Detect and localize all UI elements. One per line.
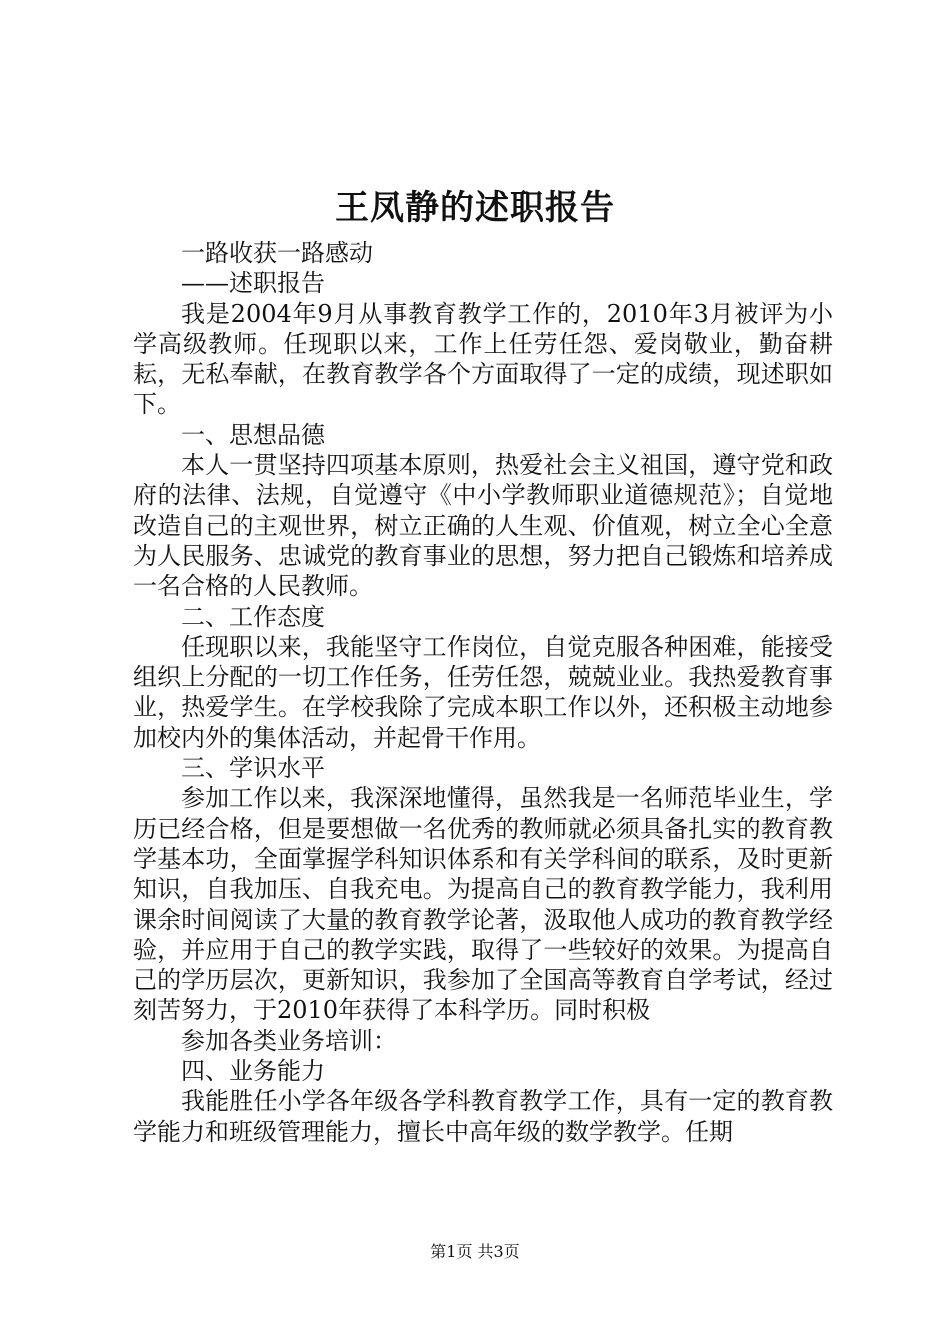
section-paragraph-3: 参加工作以来，我深深地懂得，虽然我是一名师范毕业生，学历已经合格，但是要想做一名优秀的教师就必须具备扎实的教育教学基本功，全面掌握学科知识体系和有关学科间的联系，及时更新知识，自我加压、自我充电。为提高自己的教育教学能力，我利用课余时间阅读了大量的教育教学论著，汲取他人成功的教育教学经验，并应用于自己的教学实践，取得了一些较好的效果。为提高自己的学历层次，更新知识，我参加了全国高等教育自学考试，经过刻苦努力，于2010年获得了本科学历。同时积极 [133,784,833,1025]
document-body [133,238,833,1147]
subtitle-dash: ——述职报告 [181,269,325,298]
section-heading-2: 二、工作态度 [181,602,325,631]
section-paragraph-4: 我能胜任小学各年级各学科教育教学工作，具有一定的教育教学能力和班级管理能力，擅长中高年级的数学教学。任期 [133,1087,833,1146]
section-heading-1: 一、思想品德 [181,420,325,449]
training-line: 参加各类业务培训： [181,1026,397,1055]
page-footer: 第1页 共3页 [430,1242,520,1261]
intro-paragraph: 我是2004年9月从事教育教学工作的，2010年3月被评为小学高级教师。任现职以来，工作上任劳任怨、爱岗敬业，勤奋耕耘，无私奉献，在教育教学各个方面取得了一定的成绩，现述职如下。 [133,299,833,419]
section-paragraph-1: 本人一贯坚持四项基本原则，热爱社会主义祖国，遵守党和政府的法律、法规，自觉遵守《中小学教师职业道德规范》；自觉地改造自己的主观世界，树立正确的人生观、价值观，树立全心全意为人民服务、忠诚党的教育事业的思想，努力把自己锻炼和培养成一名合格的人民教师。 [133,451,833,601]
section-paragraph-2: 任现职以来，我能坚守工作岗位，自觉克服各种困难，能接受组织上分配的一切工作任务，任劳任怨，兢兢业业。我热爱教育事业，热爱学生。在学校我除了完成本职工作以外，还积极主动地参加校内外的集体活动，并起骨干作用。 [133,632,833,752]
subtitle: 一路收获一路感动 [181,239,373,267]
section-heading-4: 四、业务能力 [181,1057,325,1086]
section-heading-3: 三、学识水平 [181,754,325,783]
document-title: 王凤静的述职报告 [335,188,615,228]
